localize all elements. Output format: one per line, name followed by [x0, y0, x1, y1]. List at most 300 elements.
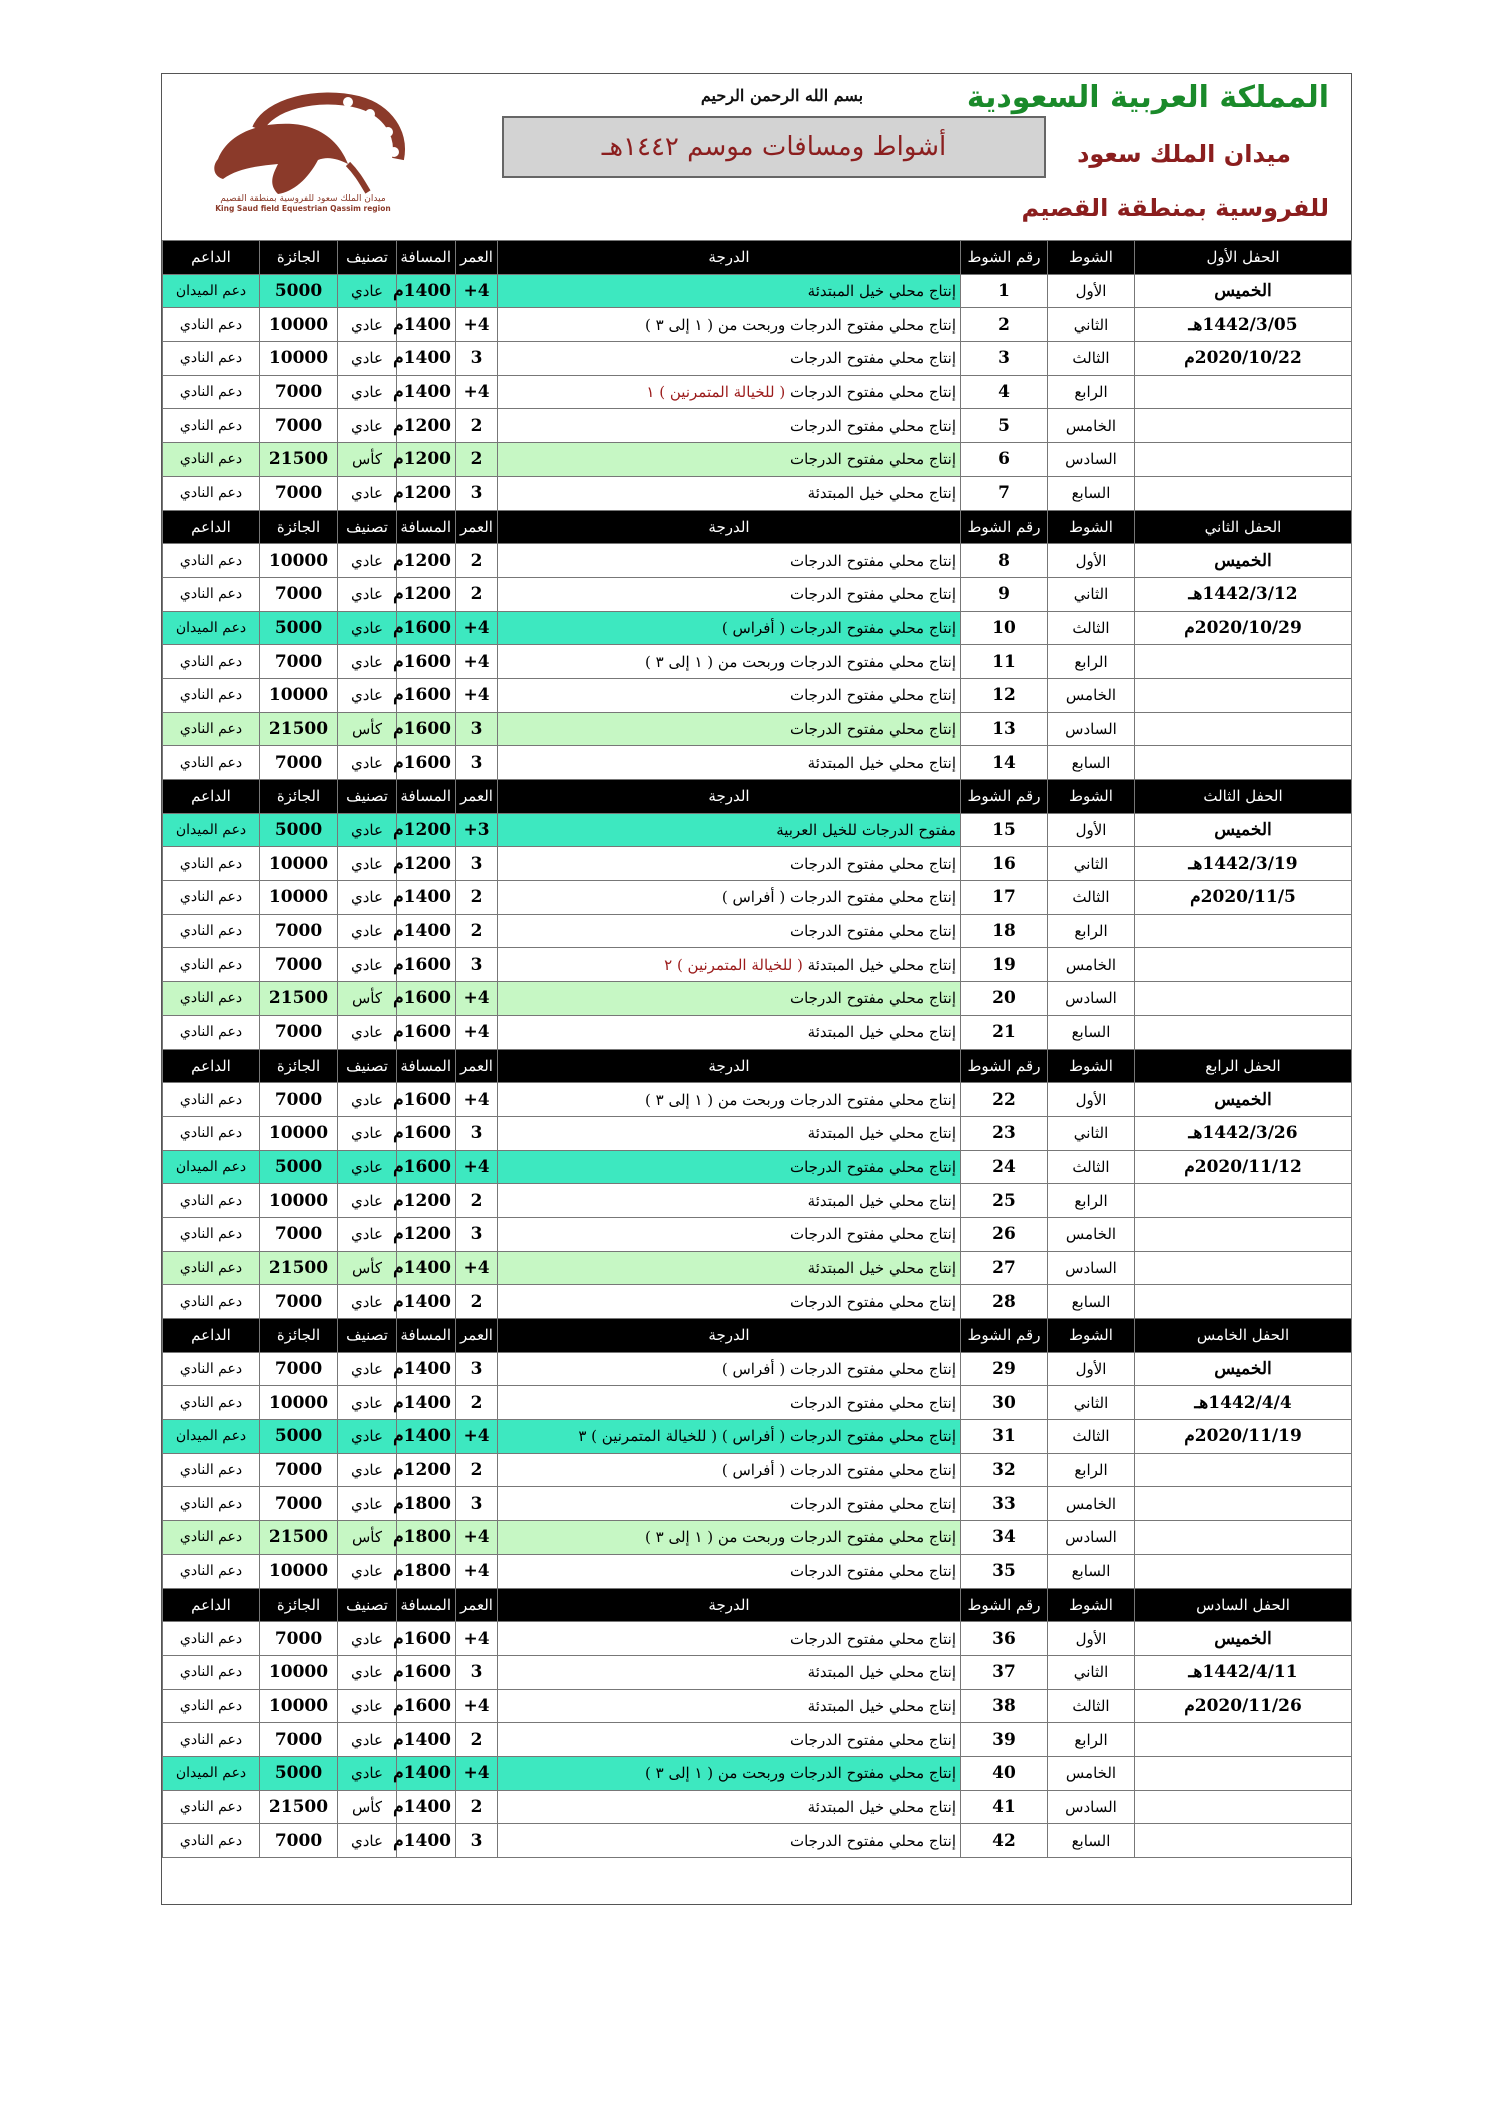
meeting-info-cell	[1135, 948, 1352, 982]
distance-cell: 1400م	[397, 1756, 456, 1790]
table-row	[163, 914, 1352, 948]
prize-cell: 10000	[260, 1116, 338, 1150]
col-header-class: تصنيف	[338, 1319, 397, 1353]
grade-text: إنتاج محلي مفتوح الدرجات	[789, 989, 956, 1008]
class-cell: عادي	[338, 308, 397, 342]
age-cell: 4+	[456, 982, 498, 1016]
grade-cell	[498, 1150, 961, 1184]
sponsor-cell: دعم النادي	[163, 746, 260, 780]
class-cell: كأس	[338, 712, 397, 746]
grade-cell	[498, 1217, 961, 1251]
table-row	[163, 1689, 1352, 1723]
col-header-grade: الدرجة	[498, 1049, 961, 1083]
grade-text: إنتاج محلي مفتوح الدرجات	[789, 1393, 956, 1412]
race-number-cell: 37	[961, 1655, 1048, 1689]
prize-cell: 7000	[260, 1352, 338, 1386]
grade-cell	[498, 1487, 961, 1521]
meeting-header-row	[163, 1319, 1352, 1353]
prize-cell: 21500	[260, 1251, 338, 1285]
round-name-cell: الثاني	[1048, 1655, 1135, 1689]
age-cell: 3	[456, 712, 498, 746]
class-cell: عادي	[338, 1217, 397, 1251]
grade-text: إنتاج محلي مفتوح الدرجات	[789, 1629, 956, 1648]
sponsor-cell: دعم الميدان	[163, 1150, 260, 1184]
sponsor-cell: دعم النادي	[163, 881, 260, 915]
grade-cell	[498, 1756, 961, 1790]
meeting-title: الحفل الرابع	[1135, 1049, 1352, 1083]
class-cell: عادي	[338, 1622, 397, 1656]
distance-cell: 1600م	[397, 1622, 456, 1656]
age-cell: 4+	[456, 611, 498, 645]
sponsor-cell: دعم النادي	[163, 1116, 260, 1150]
distance-cell: 1400م	[397, 1723, 456, 1757]
table-row	[163, 1285, 1352, 1319]
grade-cell	[498, 982, 961, 1016]
grade-cell	[498, 1723, 961, 1757]
col-header-round: الشوط	[1048, 1049, 1135, 1083]
class-cell: عادي	[338, 948, 397, 982]
sponsor-cell: دعم النادي	[163, 1251, 260, 1285]
sponsor-cell: دعم النادي	[163, 1386, 260, 1420]
col-header-race-no: رقم الشوط	[961, 510, 1048, 544]
table-row	[163, 1554, 1352, 1588]
distance-cell: 1400م	[397, 1386, 456, 1420]
table-row	[163, 1352, 1352, 1386]
table-row	[163, 1487, 1352, 1521]
meeting-info-cell	[1135, 476, 1352, 510]
round-name-cell: الخامس	[1048, 1756, 1135, 1790]
age-cell: 3	[456, 1655, 498, 1689]
distance-cell: 1200م	[397, 813, 456, 847]
class-cell: عادي	[338, 1184, 397, 1218]
age-cell: 2	[456, 881, 498, 915]
table-row	[163, 1150, 1352, 1184]
age-cell: 3	[456, 1487, 498, 1521]
round-name-cell: السابع	[1048, 1824, 1135, 1858]
race-number-cell: 7	[961, 476, 1048, 510]
distance-cell: 1200م	[397, 544, 456, 578]
table-row	[163, 1824, 1352, 1858]
meeting-info-cell	[1135, 1217, 1352, 1251]
distance-cell: 1600م	[397, 645, 456, 679]
col-header-age: العمر	[456, 1049, 498, 1083]
col-header-sponsor: الداعم	[163, 241, 260, 275]
col-header-class: تصنيف	[338, 780, 397, 814]
grade-cell	[498, 645, 961, 679]
grade-cell	[498, 1285, 961, 1319]
prize-cell: 21500	[260, 1521, 338, 1555]
grade-cell	[498, 1420, 961, 1454]
sponsor-cell: دعم النادي	[163, 1285, 260, 1319]
grade-text: إنتاج محلي مفتوح الدرجات	[789, 686, 956, 705]
meeting-header-row	[163, 510, 1352, 544]
race-number-cell: 12	[961, 678, 1048, 712]
table-row	[163, 274, 1352, 308]
race-schedule-table	[162, 240, 1352, 1858]
sponsor-cell: دعم النادي	[163, 1554, 260, 1588]
race-number-cell: 14	[961, 746, 1048, 780]
grade-cell	[498, 443, 961, 477]
grade-text: إنتاج محلي مفتوح الدرجات	[789, 383, 956, 402]
col-header-sponsor: الداعم	[163, 780, 260, 814]
distance-cell: 1600م	[397, 982, 456, 1016]
class-cell: عادي	[338, 409, 397, 443]
table-row	[163, 1217, 1352, 1251]
grade-cell	[498, 881, 961, 915]
prize-cell: 7000	[260, 1487, 338, 1521]
class-cell: كأس	[338, 1251, 397, 1285]
age-cell: 4+	[456, 645, 498, 679]
sponsor-cell: دعم النادي	[163, 375, 260, 409]
class-cell: عادي	[338, 678, 397, 712]
table-row	[163, 712, 1352, 746]
col-header-prize: الجائزة	[260, 1319, 338, 1353]
sponsor-cell: دعم النادي	[163, 1622, 260, 1656]
meeting-title: الحفل الخامس	[1135, 1319, 1352, 1353]
meeting-info-cell: 1442/4/4هـ	[1135, 1386, 1352, 1420]
age-cell: 2	[456, 1723, 498, 1757]
grade-text: إنتاج محلي مفتوح الدرجات	[789, 1562, 956, 1581]
round-name-cell: الرابع	[1048, 1453, 1135, 1487]
class-cell: عادي	[338, 1655, 397, 1689]
prize-cell: 10000	[260, 678, 338, 712]
round-name-cell: السادس	[1048, 1790, 1135, 1824]
prize-cell: 7000	[260, 476, 338, 510]
sponsor-cell: دعم الميدان	[163, 1756, 260, 1790]
grade-text: إنتاج محلي خيل المبتدئة	[807, 282, 956, 301]
meeting-info-cell	[1135, 712, 1352, 746]
round-name-cell: الثاني	[1048, 1386, 1135, 1420]
meeting-info-cell: 1442/3/05هـ	[1135, 308, 1352, 342]
distance-cell: 1400م	[397, 1251, 456, 1285]
grade-text: إنتاج محلي مفتوح الدرجات	[789, 1831, 956, 1850]
meeting-info-cell	[1135, 1790, 1352, 1824]
col-header-sponsor: الداعم	[163, 1049, 260, 1083]
table-row	[163, 1083, 1352, 1117]
race-number-cell: 2	[961, 308, 1048, 342]
distance-cell: 1600م	[397, 611, 456, 645]
distance-cell: 1800م	[397, 1554, 456, 1588]
horse-logo-icon	[198, 84, 408, 214]
race-number-cell: 24	[961, 1150, 1048, 1184]
distance-cell: 1400م	[397, 881, 456, 915]
distance-cell: 1400م	[397, 274, 456, 308]
logo-caption-en: King Saud field Equestrian Qassim region	[215, 204, 391, 213]
grade-cell	[498, 577, 961, 611]
prize-cell: 21500	[260, 443, 338, 477]
meeting-info-cell	[1135, 914, 1352, 948]
class-cell: عادي	[338, 1015, 397, 1049]
distance-cell: 1800م	[397, 1521, 456, 1555]
prize-cell: 5000	[260, 611, 338, 645]
sponsor-cell: دعم النادي	[163, 1655, 260, 1689]
class-cell: عادي	[338, 544, 397, 578]
sponsor-cell: دعم النادي	[163, 342, 260, 376]
age-cell: 3	[456, 1824, 498, 1858]
race-number-cell: 38	[961, 1689, 1048, 1723]
prize-cell: 5000	[260, 274, 338, 308]
round-name-cell: السابع	[1048, 1554, 1135, 1588]
grade-text: إنتاج محلي مفتوح الدرجات وربحت من ( ١ إلى ٣ )	[645, 1764, 956, 1783]
col-header-race-no: رقم الشوط	[961, 1588, 1048, 1622]
grade-cell	[498, 611, 961, 645]
age-cell: 4+	[456, 1083, 498, 1117]
round-name-cell: الثاني	[1048, 308, 1135, 342]
prize-cell: 10000	[260, 1184, 338, 1218]
meeting-info-cell: 2020/10/22م	[1135, 342, 1352, 376]
table-row	[163, 678, 1352, 712]
col-header-race-no: رقم الشوط	[961, 780, 1048, 814]
round-name-cell: السادس	[1048, 1521, 1135, 1555]
prize-cell: 21500	[260, 1790, 338, 1824]
distance-cell: 1600م	[397, 1116, 456, 1150]
meeting-info-cell: الخميس	[1135, 1352, 1352, 1386]
prize-cell: 10000	[260, 847, 338, 881]
round-name-cell: الرابع	[1048, 1723, 1135, 1757]
meeting-info-cell	[1135, 1184, 1352, 1218]
class-cell: عادي	[338, 1689, 397, 1723]
grade-cell	[498, 678, 961, 712]
grade-cell	[498, 1453, 961, 1487]
table-row	[163, 1015, 1352, 1049]
meeting-info-cell	[1135, 1756, 1352, 1790]
grade-cell	[498, 1689, 961, 1723]
schedule-body	[163, 241, 1352, 1858]
grade-cell	[498, 914, 961, 948]
distance-cell: 1400م	[397, 308, 456, 342]
col-header-round: الشوط	[1048, 1319, 1135, 1353]
meeting-info-cell	[1135, 746, 1352, 780]
race-number-cell: 20	[961, 982, 1048, 1016]
grade-note-red: ( للخيالة المتمرنين ) ٢	[664, 955, 803, 974]
prize-cell: 7000	[260, 375, 338, 409]
distance-cell: 1600م	[397, 1015, 456, 1049]
col-header-distance: المسافة	[397, 1319, 456, 1353]
grade-text: إنتاج محلي خيل المبتدئة	[807, 1258, 956, 1277]
sponsor-cell: دعم النادي	[163, 1352, 260, 1386]
meeting-info-cell	[1135, 1015, 1352, 1049]
grade-text: إنتاج محلي مفتوح الدرجات وربحت من ( ١ إلى ٣ )	[645, 1528, 956, 1547]
col-header-distance: المسافة	[397, 241, 456, 275]
prize-cell: 21500	[260, 982, 338, 1016]
age-cell: 3	[456, 1116, 498, 1150]
table-row	[163, 1184, 1352, 1218]
grade-text: إنتاج محلي مفتوح الدرجات	[789, 719, 956, 738]
grade-text: إنتاج محلي مفتوح الدرجات	[789, 1292, 956, 1311]
meeting-info-cell: 1442/3/26هـ	[1135, 1116, 1352, 1150]
meeting-info-cell: 2020/11/5م	[1135, 881, 1352, 915]
grade-cell	[498, 544, 961, 578]
sponsor-cell: دعم النادي	[163, 544, 260, 578]
grade-text: إنتاج محلي مفتوح الدرجات ( أفراس )	[721, 618, 956, 637]
class-cell: عادي	[338, 577, 397, 611]
distance-cell: 1800م	[397, 1487, 456, 1521]
meeting-info-cell	[1135, 982, 1352, 1016]
prize-cell: 5000	[260, 1150, 338, 1184]
grade-cell	[498, 274, 961, 308]
race-number-cell: 5	[961, 409, 1048, 443]
prize-cell: 7000	[260, 1622, 338, 1656]
round-name-cell: الثالث	[1048, 342, 1135, 376]
prize-cell: 10000	[260, 881, 338, 915]
grade-text: إنتاج محلي مفتوح الدرجات	[789, 450, 956, 469]
age-cell: 2	[456, 443, 498, 477]
round-name-cell: السابع	[1048, 476, 1135, 510]
round-name-cell: الخامس	[1048, 409, 1135, 443]
meeting-title: الحفل الأول	[1135, 241, 1352, 275]
col-header-distance: المسافة	[397, 780, 456, 814]
meeting-info-cell: 2020/10/29م	[1135, 611, 1352, 645]
grade-cell	[498, 1116, 961, 1150]
sponsor-cell: دعم النادي	[163, 948, 260, 982]
round-name-cell: الثاني	[1048, 577, 1135, 611]
meeting-info-cell	[1135, 1487, 1352, 1521]
prize-cell: 7000	[260, 1824, 338, 1858]
distance-cell: 1200م	[397, 577, 456, 611]
distance-cell: 1600م	[397, 746, 456, 780]
col-header-prize: الجائزة	[260, 510, 338, 544]
race-number-cell: 11	[961, 645, 1048, 679]
sponsor-cell: دعم النادي	[163, 1453, 260, 1487]
meeting-info-cell	[1135, 1824, 1352, 1858]
grade-text: إنتاج محلي مفتوح الدرجات وربحت من ( ١ إلى ٣ )	[645, 315, 956, 334]
age-cell: 2	[456, 914, 498, 948]
sponsor-cell: دعم النادي	[163, 1824, 260, 1858]
race-number-cell: 21	[961, 1015, 1048, 1049]
prize-cell: 7000	[260, 1453, 338, 1487]
sponsor-cell: دعم الميدان	[163, 274, 260, 308]
age-cell: 2	[456, 1386, 498, 1420]
prize-cell: 7000	[260, 948, 338, 982]
col-header-distance: المسافة	[397, 510, 456, 544]
col-header-distance: المسافة	[397, 1049, 456, 1083]
table-row	[163, 375, 1352, 409]
class-cell: عادي	[338, 1352, 397, 1386]
class-cell: عادي	[338, 1150, 397, 1184]
prize-cell: 5000	[260, 1756, 338, 1790]
col-header-age: العمر	[456, 1319, 498, 1353]
meeting-info-cell: 1442/3/19هـ	[1135, 847, 1352, 881]
table-row	[163, 611, 1352, 645]
grade-cell	[498, 746, 961, 780]
sponsor-cell: دعم النادي	[163, 678, 260, 712]
race-number-cell: 27	[961, 1251, 1048, 1285]
prize-cell: 7000	[260, 1723, 338, 1757]
table-row	[163, 443, 1352, 477]
grade-text: إنتاج محلي خيل المبتدئة	[807, 955, 956, 974]
round-name-cell: الرابع	[1048, 1184, 1135, 1218]
table-row	[163, 1453, 1352, 1487]
race-number-cell: 19	[961, 948, 1048, 982]
round-name-cell: السادس	[1048, 982, 1135, 1016]
meeting-info-cell	[1135, 1521, 1352, 1555]
race-number-cell: 34	[961, 1521, 1048, 1555]
distance-cell: 1200م	[397, 443, 456, 477]
distance-cell: 1400م	[397, 914, 456, 948]
grade-text: إنتاج محلي خيل المبتدئة	[807, 1023, 956, 1042]
race-number-cell: 1	[961, 274, 1048, 308]
prize-cell: 7000	[260, 409, 338, 443]
prize-cell: 7000	[260, 1083, 338, 1117]
race-number-cell: 31	[961, 1420, 1048, 1454]
col-header-sponsor: الداعم	[163, 510, 260, 544]
grade-text: إنتاج محلي خيل المبتدئة	[807, 1696, 956, 1715]
table-row	[163, 1756, 1352, 1790]
meeting-info-cell	[1135, 1285, 1352, 1319]
class-cell: كأس	[338, 443, 397, 477]
class-cell: عادي	[338, 1285, 397, 1319]
age-cell: 3	[456, 476, 498, 510]
meeting-info-cell: 1442/4/11هـ	[1135, 1655, 1352, 1689]
distance-cell: 1200م	[397, 476, 456, 510]
race-number-cell: 4	[961, 375, 1048, 409]
sponsor-cell: دعم النادي	[163, 982, 260, 1016]
table-row	[163, 948, 1352, 982]
class-cell: كأس	[338, 1790, 397, 1824]
race-number-cell: 35	[961, 1554, 1048, 1588]
race-number-cell: 26	[961, 1217, 1048, 1251]
age-cell: 4+	[456, 375, 498, 409]
meeting-title: الحفل السادس	[1135, 1588, 1352, 1622]
col-header-age: العمر	[456, 1588, 498, 1622]
age-cell: 4+	[456, 1015, 498, 1049]
grade-cell	[498, 476, 961, 510]
class-cell: عادي	[338, 1487, 397, 1521]
prize-cell: 10000	[260, 1689, 338, 1723]
class-cell: كأس	[338, 1521, 397, 1555]
col-header-class: تصنيف	[338, 241, 397, 275]
sponsor-cell: دعم النادي	[163, 1723, 260, 1757]
prize-cell: 7000	[260, 1285, 338, 1319]
race-number-cell: 32	[961, 1453, 1048, 1487]
col-header-sponsor: الداعم	[163, 1588, 260, 1622]
sponsor-cell: دعم النادي	[163, 645, 260, 679]
distance-cell: 1600م	[397, 1655, 456, 1689]
age-cell: 3	[456, 948, 498, 982]
class-cell: عادي	[338, 1756, 397, 1790]
prize-cell: 10000	[260, 308, 338, 342]
race-number-cell: 39	[961, 1723, 1048, 1757]
age-cell: 4+	[456, 1521, 498, 1555]
class-cell: عادي	[338, 881, 397, 915]
race-number-cell: 22	[961, 1083, 1048, 1117]
prize-cell: 7000	[260, 746, 338, 780]
grade-text: مفتوح الدرجات للخيل العربية	[776, 821, 956, 840]
table-row	[163, 813, 1352, 847]
sponsor-cell: دعم النادي	[163, 1217, 260, 1251]
age-cell: 3	[456, 342, 498, 376]
distance-cell: 1400م	[397, 1420, 456, 1454]
table-row	[163, 1521, 1352, 1555]
round-name-cell: الأول	[1048, 813, 1135, 847]
class-cell: عادي	[338, 813, 397, 847]
logo-caption-ar: ميدان الملك سعود للفروسية بمنطقة القصيم	[220, 194, 386, 204]
age-cell: 4+	[456, 678, 498, 712]
age-cell: 2	[456, 1453, 498, 1487]
meeting-info-cell: 1442/3/12هـ	[1135, 577, 1352, 611]
class-cell: عادي	[338, 476, 397, 510]
grade-text: إنتاج محلي خيل المبتدئة	[807, 1797, 956, 1816]
meeting-info-cell: الخميس	[1135, 544, 1352, 578]
age-cell: 4+	[456, 1554, 498, 1588]
class-cell: عادي	[338, 645, 397, 679]
sponsor-cell: دعم الميدان	[163, 1420, 260, 1454]
col-header-distance: المسافة	[397, 1588, 456, 1622]
class-cell: كأس	[338, 982, 397, 1016]
grade-cell	[498, 342, 961, 376]
age-cell: 3	[456, 746, 498, 780]
sponsor-cell: دعم النادي	[163, 712, 260, 746]
